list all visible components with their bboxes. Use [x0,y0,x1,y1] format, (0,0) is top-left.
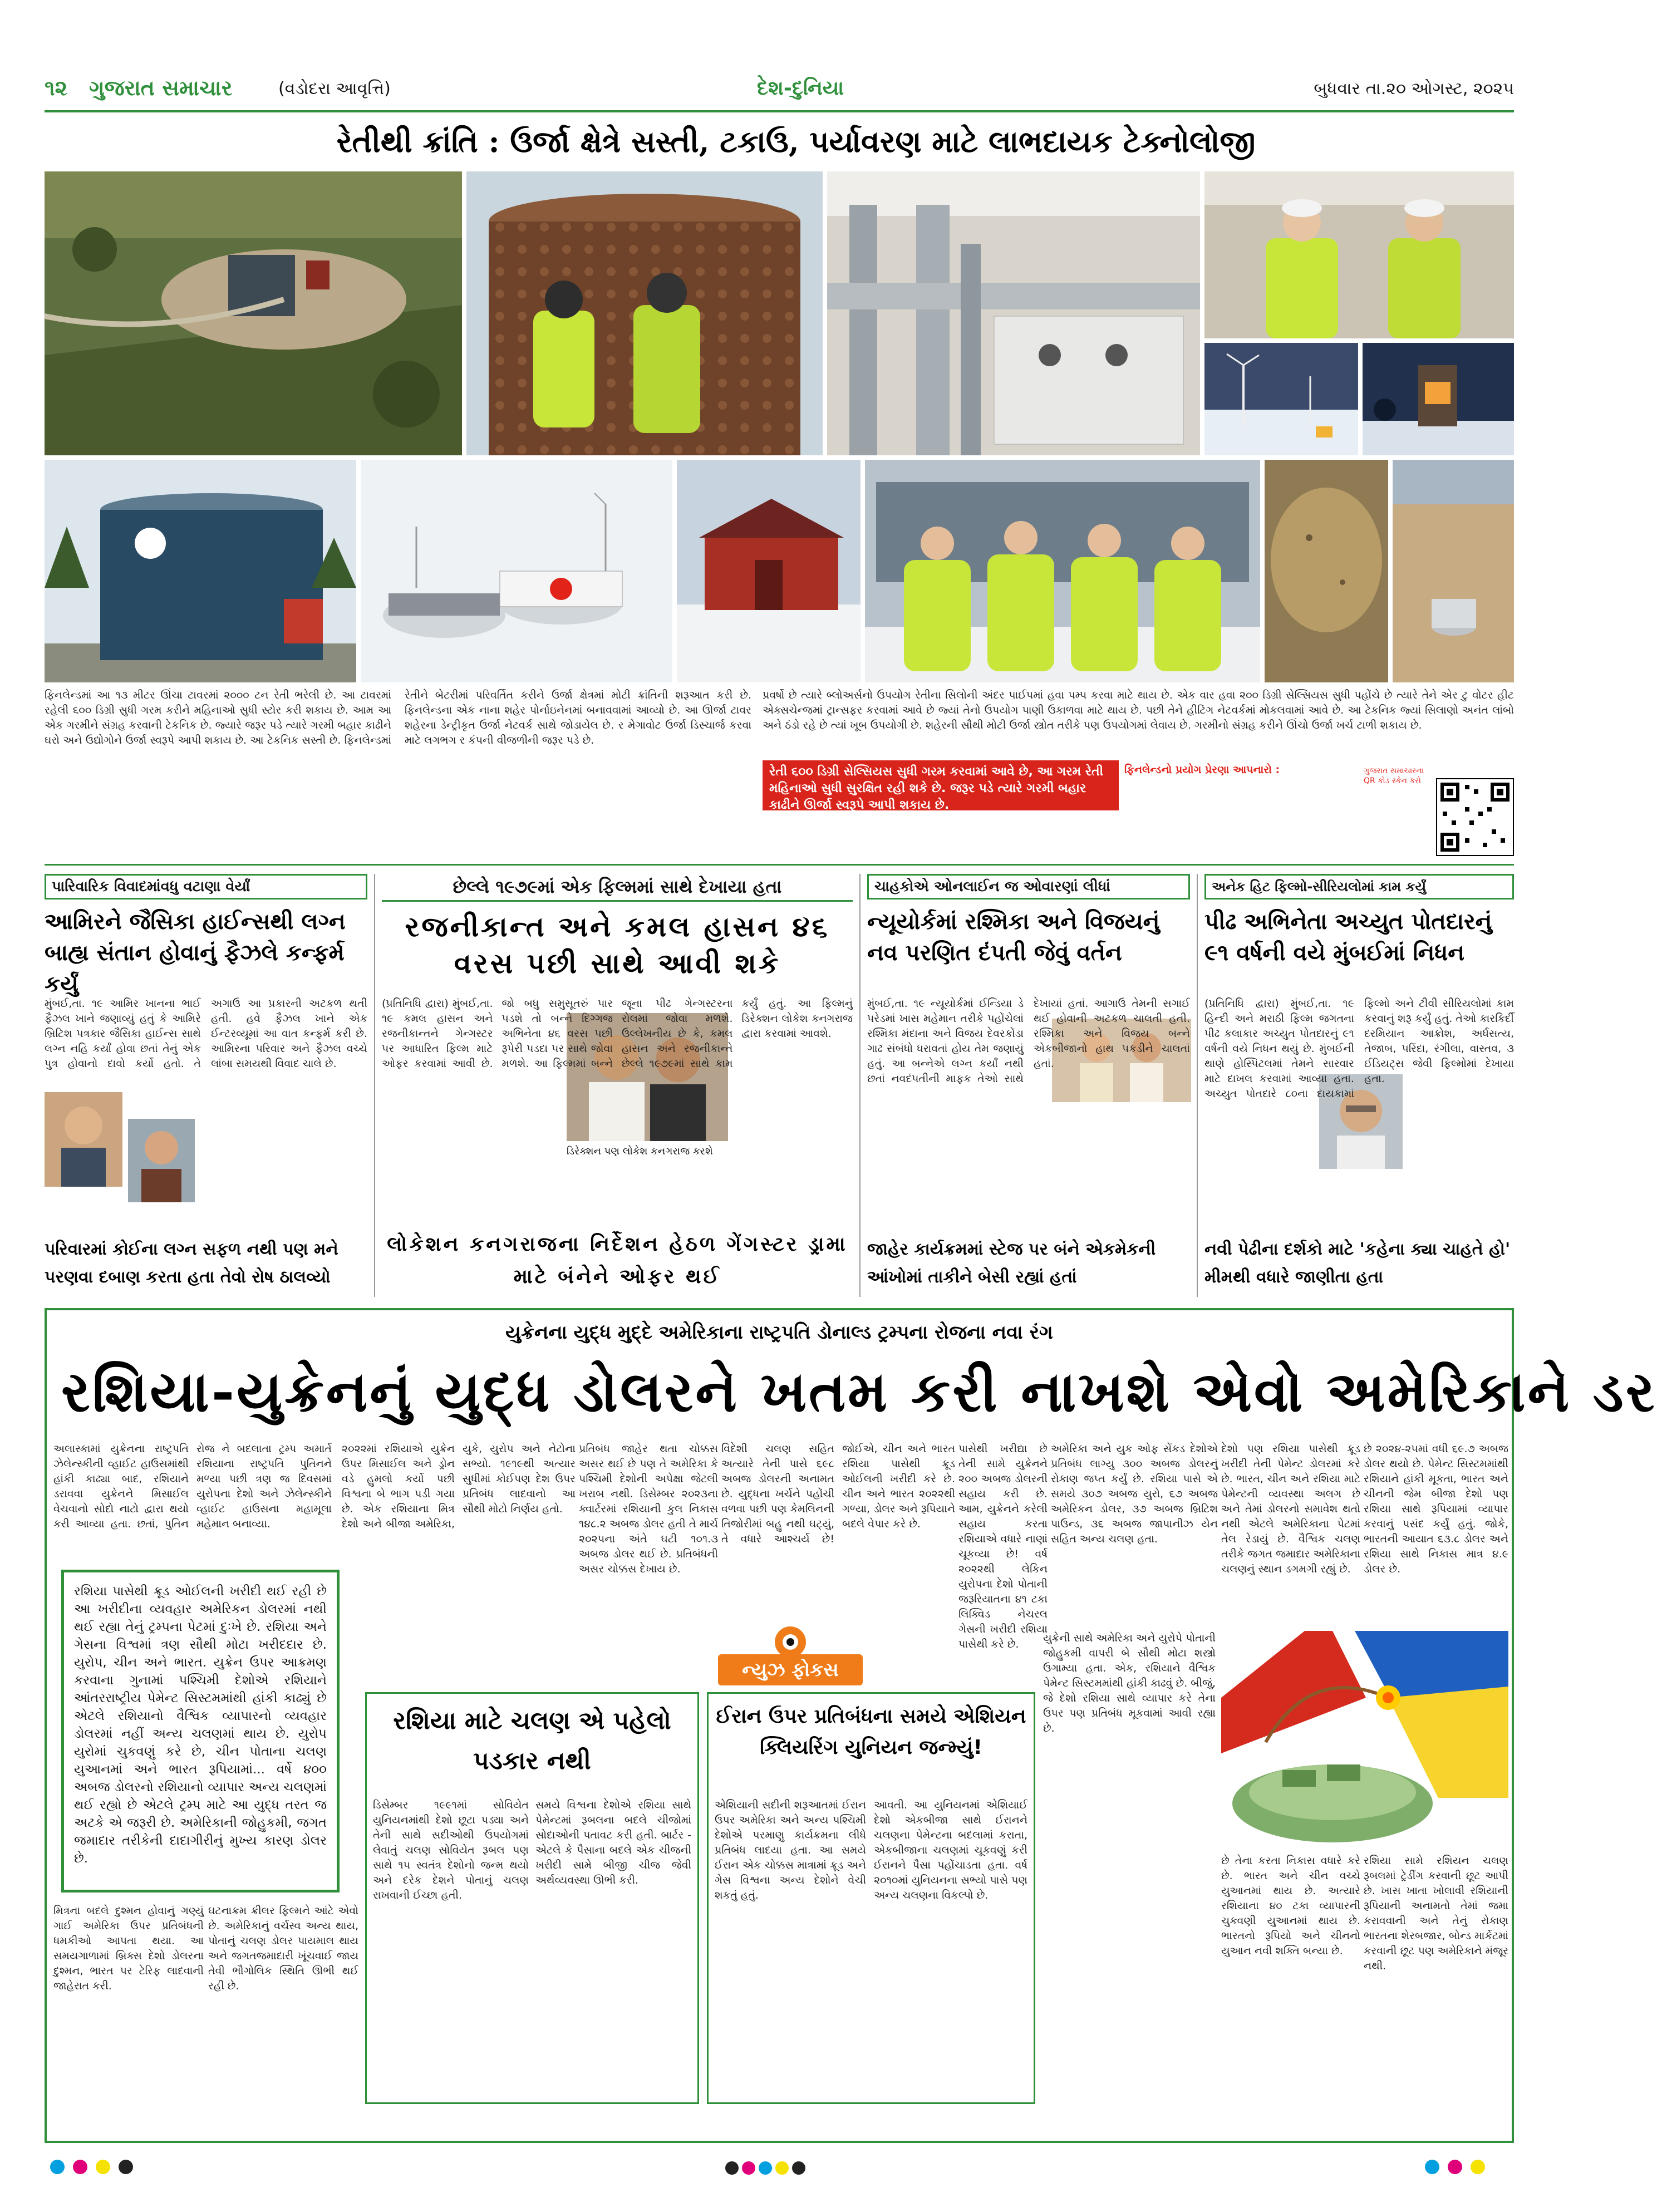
story3-body: (પ્રતિનિધિ દ્વારા) મુંબઈ,તા. ૧૯ કમલ હાસન અને રજનીકાન્તને ગેન્ગસ્ટર પર આધારિત ફિલ્મ માટે ઓફર કરવામાં આવી છે. જો બધુ સમુસૂતરું પાર પડશે તો બન્ને દિગ્ગજ અભિનેતા ૪૬ વરસ પછી રૂપેરી પડદા પર સાથે જોવા મળશે. આ ફિલ્મમાં બન્ને જૂના પીઢ ગેન્ગસ્ટરના રોલમાં જોવા મળશે. ઉલ્લેખનીય છે કે, કમલ હાસન અને રજનીકાન્તે છેલ્લે ૧૯૭૯માં સાથે કામ કર્યું હતું. આ ફિલ્મનું ડિરેક્શન લોકેશ કનગરાજ દ્વારા કરવામાં આવશે. [382,997,853,1070]
box2-col2: આવતી. આ યુનિયનમાં એશિયાઈ દેશો એકબીજા સાથે ઈરાનને ચલણના પેમેન્ટના બદલામાં કરાતા, એકબીજાના ચલણમાં ચૂકવણું કરી ઈરાનને પૈસા પહોંચાડતા હતા. વર્ષ ૨૦૧૦માં યુનિયનના સભ્યો પાસે પણ અન્ય ચલણના વિકલ્પો છે. [874,1799,1027,1901]
paper-name: ગુજરાત સમાચાર [89,76,233,100]
story1-inspire-label [1124,763,1358,835]
story6-col7: દેશો પણ રશિયા પાસેથી ક્રૂડ ખરીદી તેની પેમેન્ટ ડોલરમાં કરે છે. ભારત, ચીન અને રશિયા માટે પેમેન્ટની વ્યવસ્થા અલગ છે અને તેમાં ડોલરનો સમાવેશ થતો નથી એટલે અમેરિકાના પેટમાં તેલ રેડાયું છે. વૈશ્વિક ચલણ તરીકે જગત જમાદાર અમેરિકાના ચલણનું સ્થાન ડગમગી રહ્યું છે. [1221,1443,1360,1575]
story4-kicker [867,874,1190,899]
photo-two-workers-smiling [1204,171,1514,338]
story6-kicker: યુક્રેનના યુદ્ધ મુદ્દે અમેરિકાના રાષ્ટ્રપતિ ડોનાલ્ડ ટ્રમ્પના રોજના નવા રંગ [505,1321,1053,1344]
registration-marks-left [50,2160,384,2176]
story5-kicker [1204,874,1514,899]
news-focus-badge [718,1625,863,1687]
photo-snow-night-tower [1363,343,1514,455]
story5-kicker-text: અનેક હિટ ફિલ્મો-સીરિયલોમાં કામ કર્યું [1212,879,1427,894]
story3-kicker [382,874,853,902]
story4-subhead: જાહેર કાર્યક્રમમાં સ્ટેજ પર બંને એકમેકની આંખોમાં તાકીને બેસી રહ્યાં હતાં [867,1240,1156,1287]
story4-body: મુંબઈ,તા. ૧૯ ન્યૂયોર્કમાં ઈન્ડિયા ડે પરેડમાં ખાસ મહેમાન તરીકે પહોંચેલાં રશ્મિકા મંદાના અને વિજય દેવરકોંડા ગાઢ સંબંધો ધરાવતાં હોય તેમ જણાયું હતું. આ બન્નેએ લગ્ન કર્યાં નથી છતાં નવદંપતીની માફક તેઓ સાથે દેખાયાં હતાં. આગાઉ તેમની સગાઈ થઈ હોવાની અટકળ ચાલતી હતી. રશ્મિકા અને વિજય બન્ને એકબીજાનો હાથ પકડીને ચાલતાં હતાં. [867,997,1190,1085]
story1-col2: પ્રવર્ષો છે ત્યારે બ્લોઅર્સનો ઉપયોગ રેતીના સિલોની અંદર પાઈપમાં હવા પમ્પ કરવા માટે થાય છે. એક વાર હવા ૨૦૦ ડિગ્રી સેલ્સિયસ સુધી પહોંચે છે ત્યારે તેને એર ટુ વોટર હીટ એક્સચેન્જમાં ટ્રાન્સફર કરવામાં આવે છે જ્યાં તેનો ઉપયોગ પાણી ઉકાળવા માટે થાય છે. પછી તેને હીટિંગ નેટવર્કમાં મોકલવામાં આવે છે. આ ટેકનિક જ્યાં સિલાણો અનંત લાંબો અને ઠંડો રહે છે ત્યાં ખૂબ ઉપયોગી છે. શહેરની સૌથી મોટી ઉર્જા સ્ત્રોત તરીકે પણ ઉપયોગમાં લેવાય છે. ગરમીનો સંગ્રહ કરીને ઊંચો ઉર્જા ખર્ચ ટાળી શકાય છે. [763,689,1514,731]
photo-blue-silo-logo [45,460,356,682]
edition-label: (વડોદરા આવૃત્તિ) [278,79,391,99]
photo-sand-heap [1265,460,1388,682]
story6-col10: છે તેના કરતા નિકાસ વધારે કરે છે. ભારત અને ચીન વચ્ચે યુઆનમાં થાય છે. અત્યારે રશિયાના ૪૦ ટકા વ્યાપારની ચુકવણી યુઆનમાં થાય છે. ભારતનો રૂપિયો અને ચીનનો યુઆન નવી શક્તિ બન્યા છે. [1221,1855,1360,1957]
photo-sand-battery-diagram [361,460,672,682]
photo-four-workers-snow [865,460,1260,682]
story4-headline: ન્યૂયોર્કમાં રશ્મિકા અને વિજયનું નવ પરણિત દંપતી જેવું વર્તન [867,909,1160,966]
story5-body: (પ્રતિનિધિ દ્વારા) મુંબઈ,તા. ૧૯ હિન્દી અને મરાઠી ફિલ્મ જગતના પીઢ કલાકાર અચ્યુત પોતદારનું ૯૧ વર્ષની વયે નિધન થયું છે. મુંબઈની થાણે હોસ્પિટલમાં તેમને સારવાર માટે દાખલ કરવામાં આવ્યા હતા. અચ્યુત પોતદારે ૮૦ના દાયકામાં ફિલ્મો અને ટીવી સીરિયલોમાં કામ કરવાનું શરૂ કર્યું હતું. તેઓ કારકિર્દી દરમિયાન આક્રોશ, અર્ધસત્ય, તેજાબ, પરિંદા, રંગીલા, વાસ્તવ, ૩ ઈડિયટ્સ જેવી ફિલ્મોમાં દેખાયા હતા. [1204,997,1514,1100]
story2-subhead: પરિવારમાં કોઈના લગ્ન સફળ નથી પણ મને પરણવા દબાણ કરતા હતા તેવો રોષ ઠાલવ્યો [45,1240,338,1287]
photo-desert-sand-cylinder [1393,460,1514,682]
box1-col2: સમયે વિશ્વના દેશોએ રશિયા સાથે પેમેન્ટમાં રૂબલના બદલે ચીજોમાં સોદાઓની પતાવટ કરી હતી. બાર્ટર - એટલે કે પૈસાના બદલે એક ચીજની ખરીદી સામે બીજી ચીજ જેવી અર્થવ્યવસ્થા ઊભી કરી. [535,1799,691,1886]
story1-callout [763,760,1119,810]
masthead [45,72,1514,106]
story6-col2: ૨૦૨૨માં રશિયાએ યુક્રેન ઉપર મિસાઈલ અને ડ્રોન વડે હુમલો કર્યો પછી વિશ્વના બે ભાગ પડી ગયા છે. એક રશિયાના મિત્ર દેશો અને બીજા અમેરિકા, યુકે, યુરોપ અને નેટોના સભ્યો. ૧૯૧૯થી અત્યાર સુધીમાં કોઈપણ દેશ ઉપર પ્રતિબંધ લાદવાનો આ સૌથી મોટો નિર્ણય હતો. [342,1443,576,1530]
story3-subhead: લોકેશન કનગરાજના નિર્દેશન હેઠળ ગેંગસ્ટર ડ્રામા માટે બંનેને ઓફર થઈ [387,1232,848,1288]
story6-bottom-col2: ઘટનાક્રમ ક્રીલર ફિલ્મને આંટે એવો છે. અમેરિકાનું વર્ચસ્વ અન્ય થાય, પોતાનું ચલણ ડોલર પાયમાલ થાય અને જગતજમાદારી ખૂંચવાઈ જાય તેવી ભૌગોલિક સ્થિતિ ઊભી થઈ રહી છે. [208,1905,358,1992]
box2-headline: ઈરાન ઉપર પ્રતિબંધના સમયે એશિયન ક્લિયરિંગ યુનિયન જન્મ્યું! [716,1705,1026,1759]
divider-v1 [374,874,375,1297]
story6-col3: પ્રતિબંધ જાહેર થતા ચોક્કસ અસર થઈ છે પણ તે અમેરિકા કે પશ્ચિમી દેશોની અપેક્ષા જેટલી ખરાબ નથી. ડિસેમ્બર ૨૦૨૩ના ક્વાર્ટરમાં રશિયાની કુલ નિકાસ ૧૪૮.૨ અબજ ડોલર હતી તે માર્ચ ૨૦૨૫ના અંતે ઘટી ૧૦૧.૩ અબજ ડોલર થઈ છે. પ્રતિબંધની અસર ચોક્કસ દેખાય છે. [579,1443,718,1575]
story3-kicker-text: છેલ્લે ૧૯૭૯માં એક ફિલ્મમાં સાથે દેખાયા હતા [453,876,782,897]
story1-inspire-label-text: ફિનલેન્ડનો પ્રયોગ પ્રેરણા આપનારો : [1124,764,1280,776]
page-number: ૧૨ [45,76,67,100]
masthead-rule [45,110,1514,112]
photo-wind-turbines-dusk [1204,343,1358,455]
story6-col11: રશિયા સામે રશિયન ચલણ રૂબલમાં ટ્રેડીંગ કરવાની છૂટ આપી છે. ખાસ ખાતા ખોલાવી રશિયાની રૂપિયાની અનામતો તેમાં જમા કરાવવાની અને તેનું રોકાણ ભારતના શેરબજાર, બોન્ડ માર્કેટમાં કરવાની છૂટ પણ અમેરિકાને મંજૂર નથી. [1364,1855,1508,1972]
registration-dot-cyan [50,2160,65,2174]
story6-col9: યુક્રેની સાથે અમેરિકા અને યુરોપે પોતાની જોહુકમી વાપરી બે સૌથી મોટા શસ્ત્રો ઉગામ્યા હતા. એક, રશિયાને વૈશ્વિક પેમેન્ટ સિસ્ટમમાંથી હાંકી કાઢવું છે. બીજું, જે દેશો રશિયા સાથે વ્યાપાર કરે તેના ઉપર પણ પ્રતિબંધ મૂકવામાં આવી રહ્યા છે. [1043,1632,1216,1734]
photo-workers-rusty-tower [466,171,823,455]
story2-kicker-text: પારિવારિક વિવાદમાંવધુ વટાણા વેર્યાં [52,878,250,895]
story5-subhead: નવી પેઢીના દર્શકો માટે 'કહેના ક્યા ચાહતે હો' મીમથી વધારે જાણીતા હતા [1204,1240,1511,1287]
story6-col1: અલાસ્કામાં યુક્રેનના રાષ્ટ્રપતિ ઝેલેન્સ્કીની વ્હાઈટ હાઉસમાંથી હાંકી કાઢ્યા બાદ, રશિયાને ડરાવવા યુક્રેનને મિસાઈલ વેચવાનો સોદો નાટો દ્વારા થયો કરી આવ્યા હતા. છતાં, પુતિન રોજ ને બદલાતા ટ્રમ્પ અમાર્ત રશિયાના રાષ્ટ્રપતિ પુતિનને મળ્યા પછી ત્રણ જ દિવસમાં યુરોપના દેશો અને ઝેલેન્સ્કીને વ્હાઈટ હાઉસના મહામૂલા મહેમાન બનાવ્યા. [53,1443,332,1530]
story6-col8: છે ૨૦૨૪-૨૫માં વધી ૬૯.૭ અબજ ડોલર થયો છે. પેમેન્ટ સિસ્ટમમાંથી રશિયાને હાંકી મૂકતા, ભારત અને ચીનની જેમ બીજા દેશો પણ રશિયા સાથે રૂપિયામાં વ્યાપાર કરવાનું પસંદ કર્યું હતું. જોકે, ભારતની આયાત ૬૩.૮ ડોલર અને રશિયા સાથે નિકાસ માત્ર ૪.૯ ડોલર છે. [1364,1443,1508,1575]
story1-headline: રેતીથી ક્રાંતિ : ઉર્જા ક્ષેત્રે સસ્તી, ટકાઉ, પર્યાવરણ માટે લાભદાયક ટેક્નોલોજી [336,124,1256,159]
story2-body: મુંબઈ,તા. ૧૯ આમિર ખાનના ભાઈ ફૈઝલ ખાને જણાવ્યું હતું કે આમિરે બ્રિટિશ પત્રકાર જૈસિકા હાઈન્સ સાથે લગ્ન નહિ કર્યાં હોવા છતાં તેનું એક પુત્ર હોવાનો દાવો કર્યો હતો. તે અગાઉ આ પ્રકારની અટકળ થતી હતી. હવે ફૈઝલ ખાને એક ઈન્ટરવ્યૂમાં આ વાત કન્ફર્મ કરી છે. આમિરના પરિવાર અને ફૈઝલ વચ્ચે લાંબા સમયથી વિવાદ ચાલે છે. [45,997,367,1070]
divider-v3 [1197,874,1198,1297]
photo-pipes-interior [827,171,1200,455]
registration-dot-cyan-right [1425,2160,1439,2174]
box1-headline: રશિયા માટે ચલણ એ પહેલો પડકાર નથી [393,1707,671,1775]
registration-dot-black [119,2160,133,2174]
qr-code[interactable] [1436,778,1514,856]
story6-bottom-col1: મિત્રના બદલે દુશ્મન હોવાનું ગણ્યું ગાઈ અમેરિકા ઉપર પ્રતિબંધની ધમકીઓ આપતા થયા. આ સમયગાળામાં બ્રિક્સ દેશો ડોલરના દુશ્મન, ભારત પર ટેરિફ લાદવાની જાહેરાત કરી. [53,1905,204,1992]
box2-col1: એશિયાની સદીની શરૂઆતમાં ઈરાન ઉપર અમેરિકા અને અન્ય પશ્ચિમી દેશોએ પરમાણુ કાર્યક્રમના લીધે પ્રતિબંધ લાદયા હતા. આ સમયે ઈરાન એક ચોક્કસ માત્રામાં ક્રૂડ અને ગેસ વિશ્વના અન્ય દેશોને વેચી શકતું હતું. [715,1799,866,1901]
divider-story1 [45,864,1514,866]
registration-dot-magenta-right [1448,2160,1462,2174]
story3-headline: રજનીકાન્ત અને કમલ હાસન ૪૬ વરસ પછી સાથે આવી શકે [405,910,830,980]
qr-caption-text: ગુજરાત સમાચારના QR કોડ સ્કેન કરો [1364,766,1424,785]
story6-headline: રશિયા-યુક્રેનનું યુદ્ધ ડોલરને ખતમ કરી નાખશે એવો અમેરિકાને ડર [61,1359,1657,1424]
registration-dot-magenta [73,2160,87,2174]
story4-kicker-text: ચાહકોએ ઓનલાઈન જ ઓવારણાં લીધાં [874,878,1110,895]
story6-col5: પાસેથી ખરીદ્યા છે તેની સામે યુક્રેનને ૨૦૦ અબજ ડોલરની સહાય કરી છે. આમ, યુક્રેનને કરેલી સહાય કરતા રશિયાએ વધારે નાણાં ચૂકવ્યા છે! વર્ષ ૨૦૨૨થી લેકિન યુરોપના દેશો પોતાની જરૂરિયાતના ૪૧ ટકા લિક્વિડ નેચરલ ગેસની ખરીદી રશિયા પાસેથી કરે છે. [958,1443,1048,1650]
photo-aerial-forest-tower [45,171,462,455]
section-title: દેશ-દુનિયા [757,77,844,100]
registration-dot-yellow [96,2160,110,2174]
story6-col6: અમેરિકા અને યુક ઓફ સેંકડ દેશોએ પ્રતિબંધ લાગ્યુ ૩૦૦ અબજ ડોલરનું રોકાણ જપ્ત કર્યું છે. રશિયા પાસે એ સમયે ૩૦૭ અબજ યુરો, ૬૭ અબજ અમેરિકન ડોલર, ૩૭ અબજ બ્રિટિશ પાઉન્ડ, ૩૬ અબજ જાપાનીઝ યેન સહિત અન્ય ચલણ હતા. [1051,1443,1218,1545]
photo-red-shed-snow [677,460,861,682]
divider-v2 [859,874,861,1297]
story2-headline: આમિરને જૈસિકા હાઈન્સથી લગ્ન બાહ્ય સંતાન હોવાનું ફૈઝલે કન્ફર્મ કર્યું [45,909,346,997]
registration-bar-center [724,2160,835,2176]
story6-col4: વિદેશી ચલણ સહિત અત્યારે તેની પાસે ૬૯૮ અબજ ડોલરની અનામત છે. યુદ્ધના ખર્ચને પહોંચી વળવા પછી પણ કેમલિનની તિજોરીમાં બહુ નથી ઘટ્યું, તે વધારે આશ્ચર્ય છે! જોઈએ, ચીન અને ભારત રશિયા પાસેથી ક્રૂડ ઓઈલની ખરીદી કરે છે. ચીન અને ભારત ૨૦૨૨થી ગળ્યા, ડોલર અને રૂપિયાને બદલે વેપાર કરે છે. [721,1443,955,1545]
story1-col1: ફિનલેન્ડમાં આ ૧૩ મીટર ઊંચા ટાવરમાં ૨૦૦૦ ટન રેતી ભરેલી છે. આ ટાવરમાં રહેલી ૬૦૦ ડિગ્રી સુધી ગરમ કરીને મહિનાઓ સુધી સ્ટોર કરી શકાય છે. આમ આ એક ગરમીને સંગ્રહ કરવાની ટેકનિક છે. જ્યારે જરૂર પડે ત્યારે ગરમી બહાર કાઢીને ઘરો અને ઉદ્યોગોને ઉર્જા સ્વરૂપે આપી શકાય છે. આ ટેકનિક સસ્તી છે. ફિનલેન્ડમાં રેતીને બેટરીમાં પરિવર્તિત કરીને ઉર્જા ક્ષેત્રમાં મોટી ક્રાંતિની શરૂઆત કરી છે. ફિનલેન્ડના એક નાના શહેર પોર્નાઇનેનમાં બનાવવામાં આવ્યો છે. આ ઊર્જા ટાવર શહેરના ડેન્ટ્રીકૃત ઉર્જા નેટવર્ક સાથે જોડાયેલ છે. ર મેગાવોટ ઉર્જા ડિસ્ચાર્જ કરવા માટે લગભગ ર કંપની વીજળીની જરૂર પડે છે. [45,689,751,746]
registration-marks-right [1425,2160,1514,2176]
issue-date: બુધવાર તા.૨૦ ઓગસ્ટ, ૨૦૨૫ [1314,79,1514,99]
story5-headline: પીઢ અભિનેતા અચ્યુત પોતદારનું ૯૧ વર્ષની વયે મુંબઈમાં નિધન [1204,909,1492,966]
qr-caption [1364,766,1436,794]
news-focus-label: ન્યુઝ ફોકસ [742,1659,839,1681]
story6-quote-text: રશિયા પાસેથી ક્રૂડ ઓઈલની ખરીદી થઈ રહી છે આ ખરીદીના વ્યવહાર અમેરિકન ડોલરમાં નથી થઈ રહ્યા તેનું ટ્રમ્પના પેટમાં દુઃખે છે. રશિયા અને ગેસના વિશ્વમાં ત્રણ સૌથી મોટા ખરીદદાર છે. યુરોપ, ચીન અને ભારત. યુક્રેન ઉપર આક્રમણ કરવાના ગુનામાં પશ્ચિમી દેશોએ રશિયાને આંતરરાષ્ટ્રીય પેમેન્ટ સિસ્ટમમાંથી હાંકી કાઢ્યું છે એટલે રશિયાનો વૈશ્વિક વ્યાપારનો વ્યવહાર ડોલરમાં નહીં અન્ય ચલણમાં થાય છે. યુરોપ યુરોમાં ચુકવણું કરે છે, ચીન પોતાના ચલણ યુઆનમાં અને ભારત રૂપિયામાં... વર્ષે ૪૦૦ અબજ ડોલરનો રશિયાનો વ્યાપાર અન્ય ચલણમાં થઈ રહ્યો છે એટલે ટ્રમ્પ માટે આ યુદ્ધ તરત જ અટકે એ જરૂરી છે. અમેરિકાની જોહુકમી, જગત જમાદાર તરીકેની દાદાગીરીનું મુખ્ય કારણ ડોલર છે. [74,1584,327,1866]
registration-dot-yellow-right [1471,2160,1485,2174]
story1-callout-text: રેતી ૬૦૦ ડિગ્રી સેલ્સિયસ સુધી ગરમ કરવામાં આવે છે, આ ગરમ રેતી મહિનાઓ સુધી સુરક્ષિત રહી શકે છે. જરૂર પડે ત્યારે ગરમી બહાર કાઢીને ઊર્જા સ્વરૂપે આપી શકાય છે. [769,765,1104,812]
story3-caption-text: ડિરેક્શન પણ લોકેશ કનગરાજ કરશે [567,1146,713,1157]
illustration-dollar-fuse [1221,1631,1508,1848]
box1-col1: ડિસેમ્બર ૧૯૯૧માં સોવિયેત યુનિયનમાંથી દેશો છૂટા પડ્યા અને તેની સાથે સદીઓથી ઉપયોગમાં લેવાતું ચલણ સોવિયેત રૂબલ પણ સાથે ૧૫ સ્વતંત્ર દેશોનો જન્મ થયો અને દરેક દેશને પોતાનું ચલણ રાખવાની ઈચ્છા હતી. [373,1799,529,1901]
story6-quote-box [61,1570,340,1893]
story2-kicker [45,874,367,899]
